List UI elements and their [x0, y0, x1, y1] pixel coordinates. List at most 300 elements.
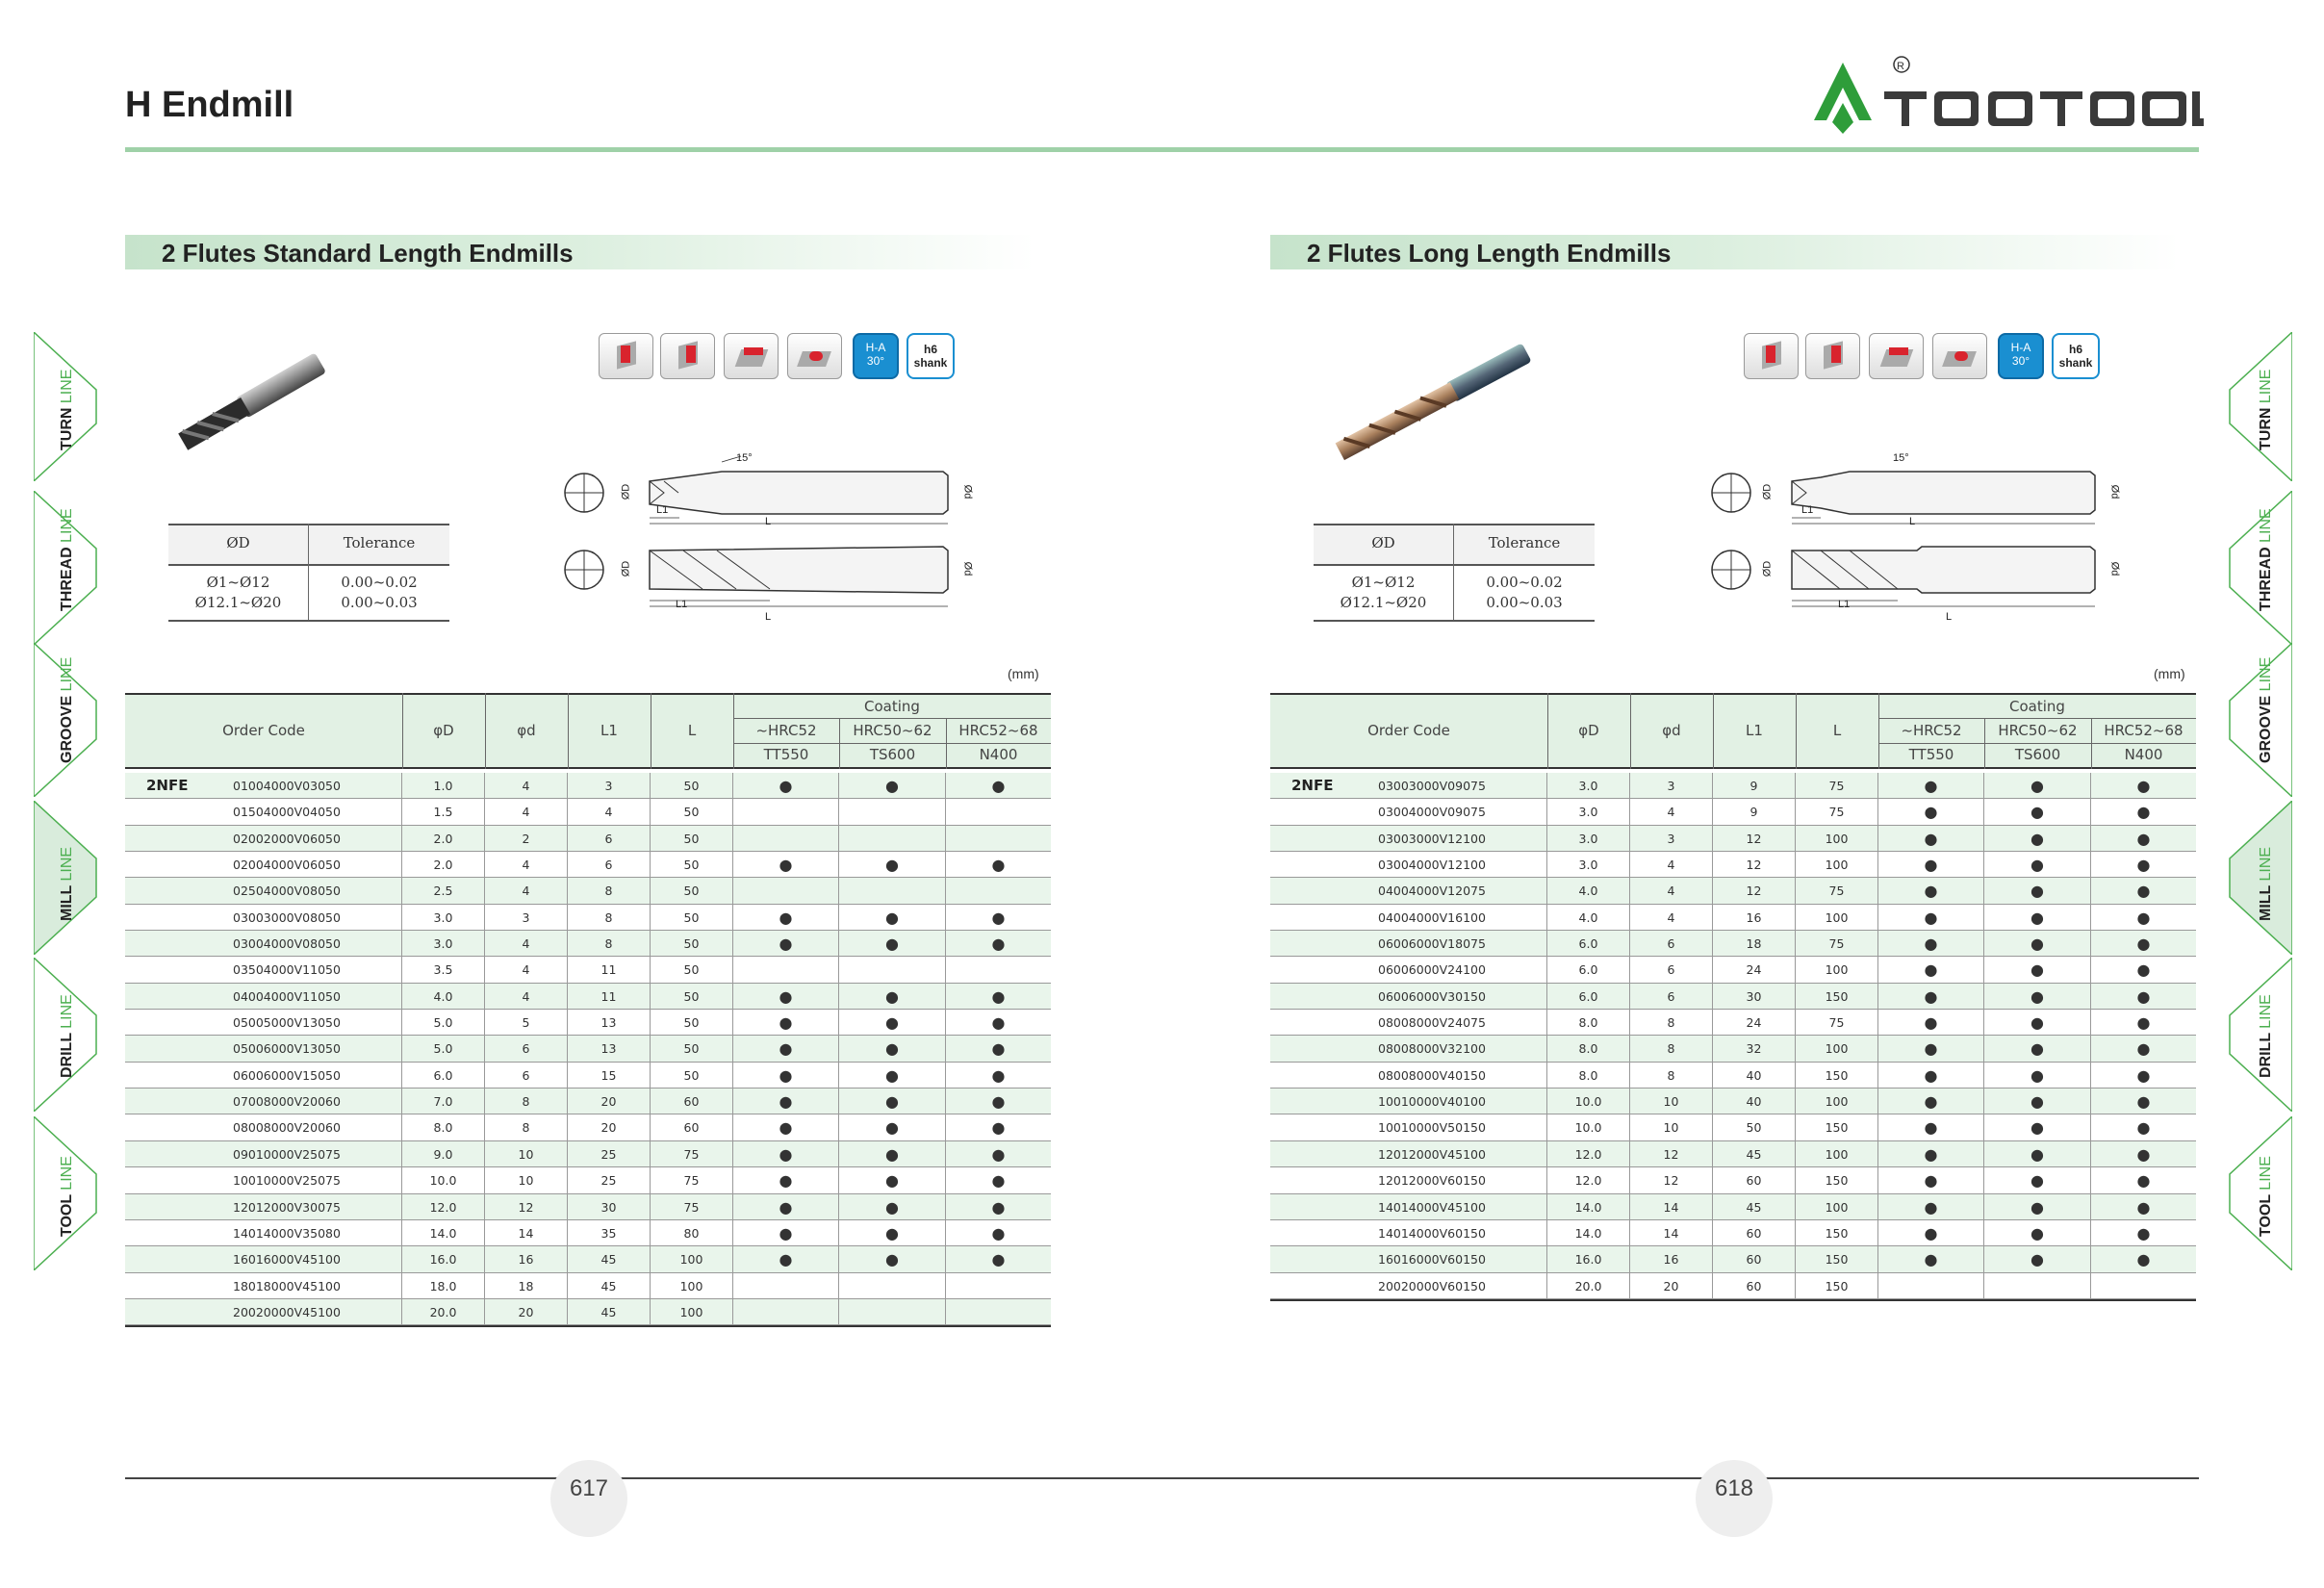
table-cell: ●: [1878, 1194, 1984, 1219]
table-cell: 02504000V08050: [125, 878, 402, 903]
section-bar-right: [1270, 235, 2180, 269]
table-cell: 75: [1796, 773, 1878, 798]
table-cell: 8.0: [1547, 1063, 1630, 1088]
table-row: [1270, 1167, 2196, 1193]
shoulder-milling-icon: [1744, 333, 1799, 379]
table-cell: 6: [1630, 931, 1713, 956]
table-cell: ●: [1984, 826, 2091, 851]
table-cell: 4: [485, 931, 568, 956]
table-cell: 4: [485, 957, 568, 982]
table-cell: 2.0: [402, 852, 485, 877]
table-cell: 75: [651, 1167, 733, 1192]
table-cell: 16: [485, 1246, 568, 1271]
table-cell: 14014000V60150: [1270, 1220, 1547, 1245]
drawing-dD-right: ØD: [1761, 483, 1774, 500]
table-cell: 3: [1630, 773, 1713, 798]
side-tab-turn[interactable]: [34, 332, 111, 481]
tol-cell: Ø12.1~Ø20: [194, 594, 282, 611]
table-cell: 12012000V60150: [1270, 1167, 1547, 1192]
table-cell: 100: [1796, 1141, 1878, 1166]
table-cell: 14.0: [1547, 1220, 1630, 1245]
side-tab-sublabel: LINE: [59, 656, 75, 692]
shank-label: shank: [913, 356, 948, 370]
table-cell: 03004000V08050: [125, 931, 402, 956]
table-cell: 75: [1796, 931, 1878, 956]
header-divider: [485, 693, 486, 769]
table-cell: ●: [733, 1141, 839, 1166]
table-cell: ●: [1984, 1167, 2091, 1192]
table-cell: ●: [1878, 957, 1984, 982]
table-cell: 45: [1713, 1194, 1796, 1219]
table-cell: ●: [2136, 1250, 2151, 1269]
table-cell: 12: [1713, 878, 1796, 903]
table-cell: 12: [1630, 1141, 1713, 1166]
table-cell: ●: [1878, 878, 1984, 903]
table-cell: 01504000V04050: [125, 799, 402, 824]
header-hrc: HRC52~68: [2104, 722, 2184, 739]
table-cell: 50: [651, 931, 733, 956]
table-row: [125, 852, 1051, 878]
tol-cell: 0.00~0.02: [1486, 574, 1563, 591]
table-cell: 100: [651, 1246, 733, 1271]
table-cell: 16016000V60150: [1270, 1246, 1547, 1271]
table-cell: 60: [1713, 1220, 1796, 1245]
side-tab-drill[interactable]: [34, 958, 111, 1112]
table-cell: ●: [991, 1118, 1006, 1138]
drawing-L-right: L: [1909, 516, 1916, 527]
table-cell: 06006000V15050: [125, 1063, 402, 1088]
table-cell: 25: [568, 1167, 651, 1192]
table-cell: 10: [1630, 1089, 1713, 1114]
table-cell: 75: [1796, 1010, 1878, 1035]
side-tab-label: TOOL: [2258, 1190, 2274, 1237]
table-cell: 100: [1796, 1194, 1878, 1219]
table-cell: 30: [1713, 984, 1796, 1009]
side-tab-label: TURN: [59, 402, 75, 450]
table-row: [125, 799, 1051, 825]
endmill-photo-right: [1318, 342, 1540, 467]
side-tab-label: GROOVE: [59, 691, 75, 763]
table-cell: 150: [1796, 1114, 1878, 1140]
header-phid: φd: [517, 722, 536, 739]
table-row: [1270, 1273, 2196, 1299]
header-divider: [568, 693, 569, 769]
side-tab-tool[interactable]: [34, 1116, 111, 1270]
section-bar-left: [125, 235, 1034, 269]
table-cell: ●: [1984, 931, 2091, 956]
header-hrc: ~HRC52: [755, 722, 817, 739]
table-cell: ●: [1878, 1246, 1984, 1271]
table-row: [1270, 1194, 2196, 1220]
table-cell: 20: [568, 1089, 651, 1114]
tol-header-tolerance: Tolerance: [1488, 534, 1561, 551]
table-cell: ●: [839, 1246, 946, 1271]
table-cell: [839, 799, 946, 824]
table-cell: 6: [485, 1036, 568, 1061]
table-cell: 14.0: [402, 1220, 485, 1245]
table-row: [1270, 799, 2196, 825]
header-divider: [1796, 693, 1797, 769]
page-number-left-text: 617: [569, 1475, 609, 1501]
table-cell: 3.0: [402, 931, 485, 956]
header-coating: Coating: [864, 698, 920, 715]
table-cell: 8: [485, 1114, 568, 1140]
drawing-Lb-right: L: [1946, 611, 1953, 623]
table-cell: 12012000V30075: [125, 1194, 402, 1219]
table-cell: ●: [1984, 957, 2091, 982]
table-cell: ●: [1878, 931, 1984, 956]
side-tab-sublabel: LINE: [59, 846, 75, 882]
table-body: [1270, 773, 2196, 1299]
table-cell: 45: [568, 1273, 651, 1298]
table-cell: 04004000V11050: [125, 984, 402, 1009]
helix-angle-icon: [1998, 333, 2044, 379]
table-row: [1270, 957, 2196, 983]
table-row: [1270, 905, 2196, 931]
table-cell: 4: [485, 984, 568, 1009]
table-cell: ●: [1984, 1220, 2091, 1245]
table-cell: ●: [1984, 773, 2091, 798]
table-cell: 03003000V09075: [1270, 773, 1547, 798]
table-cell: 18: [1713, 931, 1796, 956]
table-cell: 6.0: [1547, 984, 1630, 1009]
table-cell: 150: [1796, 984, 1878, 1009]
table-cell: [2091, 1273, 2196, 1298]
table-cell: 50: [651, 1063, 733, 1088]
table-cell: ●: [2136, 882, 2151, 901]
table-cell: ●: [991, 1144, 1006, 1164]
table-cell: 8: [568, 905, 651, 930]
table-cell: [946, 878, 1051, 903]
table-cell: ●: [2136, 777, 2151, 795]
h6-shank-icon: [907, 333, 955, 379]
header-phiD: φD: [433, 722, 454, 739]
table-cell: ●: [733, 931, 839, 956]
table-cell: ●: [1878, 1010, 1984, 1035]
table-cell: 20.0: [1547, 1273, 1630, 1298]
table-cell: 4: [485, 773, 568, 798]
table-row: [125, 773, 1051, 799]
header-divider: [402, 693, 403, 769]
side-tab-sublabel: LINE: [59, 1156, 75, 1191]
table-cell: 03003000V08050: [125, 905, 402, 930]
technical-drawing-left: [558, 443, 982, 635]
table-cell: ●: [991, 1039, 1006, 1059]
side-tab-mill[interactable]: [34, 801, 111, 955]
side-tab-groove[interactable]: [34, 643, 111, 797]
table-cell: 7.0: [402, 1089, 485, 1114]
table-cell: ●: [1878, 1114, 1984, 1140]
header-L: L: [1832, 722, 1842, 739]
table-cell: 8.0: [1547, 1010, 1630, 1035]
table-cell: 100: [1796, 905, 1878, 930]
table-cell: [946, 1299, 1051, 1324]
table-row: [125, 1220, 1051, 1246]
table-cell: 4: [1630, 852, 1713, 877]
drawing-L1-right: L1: [1801, 504, 1814, 516]
tol-cell: Ø1~Ø12: [206, 574, 270, 591]
side-tab-sublabel: LINE: [2258, 994, 2274, 1029]
table-cell: 5.0: [402, 1010, 485, 1035]
table-cell: 100: [1796, 957, 1878, 982]
table-cell: ●: [1984, 878, 2091, 903]
table-cell: 14: [485, 1220, 568, 1245]
table-cell: 1.5: [402, 799, 485, 824]
table-cell: 05005000V13050: [125, 1010, 402, 1035]
table-cell: ●: [839, 1167, 946, 1192]
table-cell: 1.0: [402, 773, 485, 798]
table-cell: 9: [1713, 799, 1796, 824]
drawing-dD2-left: ØD: [620, 560, 632, 577]
face-milling-icon: [1869, 333, 1924, 379]
helix-angle-label: H-A: [865, 341, 886, 354]
table-cell: 45: [1713, 1141, 1796, 1166]
table-cell: ●: [733, 1010, 839, 1035]
face-milling-icon: [724, 333, 779, 379]
shoulder-milling-icon: [599, 333, 653, 379]
table-cell: [946, 1273, 1051, 1298]
table-cell: 24: [1713, 957, 1796, 982]
table-cell: ●: [2136, 1223, 2151, 1242]
table-cell: 6: [568, 852, 651, 877]
table-cell: [946, 799, 1051, 824]
table-cell: [733, 878, 839, 903]
table-cell: ●: [2136, 960, 2151, 980]
table-cell: 8: [568, 931, 651, 956]
table-cell: 100: [651, 1299, 733, 1324]
tol-cell: 0.00~0.02: [341, 574, 418, 591]
table-cell: ●: [991, 1013, 1006, 1033]
table-cell: 13: [568, 1010, 651, 1035]
table-cell: 60: [651, 1089, 733, 1114]
table-cell: [733, 799, 839, 824]
table-row: [1270, 1114, 2196, 1140]
table-cell: ●: [1878, 905, 1984, 930]
table-cell: 10010000V25075: [125, 1167, 402, 1192]
table-cell: 150: [1796, 1167, 1878, 1192]
table-cell: 8: [568, 878, 651, 903]
table-cell: 50: [1713, 1114, 1796, 1140]
table-cell: 3.0: [402, 905, 485, 930]
table-cell: [733, 1273, 839, 1298]
table-cell: ●: [733, 1089, 839, 1114]
table-cell: 4.0: [1547, 878, 1630, 903]
tol-cell: 0.00~0.03: [341, 594, 418, 611]
table-cell: ●: [733, 773, 839, 798]
table-cell: 20020000V45100: [125, 1299, 402, 1324]
table-cell: 3.0: [1547, 852, 1630, 877]
table-row: [1270, 984, 2196, 1010]
table-cell: 20.0: [402, 1299, 485, 1324]
side-tab-groove[interactable]: [2225, 643, 2302, 797]
technical-drawing-right: [1705, 443, 2129, 635]
table-cell: 40: [1713, 1063, 1796, 1088]
table-cell: ●: [2136, 1039, 2151, 1059]
tol-header-dD: ØD: [1371, 534, 1395, 551]
table-cell: 75: [1796, 799, 1878, 824]
table-cell: [839, 1299, 946, 1324]
table-cell: 12.0: [1547, 1141, 1630, 1166]
endmill-photo-left: [159, 342, 342, 467]
table-cell: ●: [839, 905, 946, 930]
table-cell: 3: [568, 773, 651, 798]
table-cell: 04004000V16100: [1270, 905, 1547, 930]
tolerance-table-right: [1314, 524, 1595, 622]
table-cell: 50: [651, 826, 733, 851]
side-tab-drill[interactable]: [2225, 958, 2302, 1112]
table-cell: ●: [1984, 1246, 2091, 1271]
table-row: [1270, 1141, 2196, 1167]
table-cell: ●: [1984, 1063, 2091, 1088]
table-cell: ●: [1878, 1036, 1984, 1061]
table-cell: 150: [1796, 1246, 1878, 1271]
footer-divider: [125, 1477, 2199, 1479]
h6-label: h6: [923, 343, 937, 356]
drawing-angle-left: 15°: [736, 452, 753, 464]
table-cell: 15: [568, 1063, 651, 1088]
table-row: [125, 1036, 1051, 1062]
table-cell: ●: [1984, 1089, 2091, 1114]
table-cell: 4: [485, 878, 568, 903]
table-cell: ●: [733, 1194, 839, 1219]
order-prefix: 2NFE: [1291, 777, 1334, 794]
table-cell: ●: [1878, 1089, 1984, 1114]
table-cell: ●: [1878, 1141, 1984, 1166]
table-cell: 3: [485, 905, 568, 930]
table-cell: [839, 878, 946, 903]
table-cell: 10: [485, 1167, 568, 1192]
table-cell: 20: [1630, 1273, 1713, 1298]
table-cell: ●: [1984, 852, 2091, 877]
table-cell: ●: [991, 1092, 1006, 1112]
table-cell: 12.0: [1547, 1167, 1630, 1192]
header-divider: [1630, 693, 1631, 769]
table-cell: 05006000V13050: [125, 1036, 402, 1061]
table-cell: 10.0: [1547, 1089, 1630, 1114]
table-cell: ●: [2136, 829, 2151, 848]
table-cell: 16: [1630, 1246, 1713, 1271]
header-divider: [1878, 693, 1879, 769]
icon-row-right: [1744, 333, 2109, 381]
table-cell: 14014000V35080: [125, 1220, 402, 1245]
table-row: [125, 1246, 1051, 1272]
table-cell: ●: [2136, 1197, 2151, 1217]
table-cell: 2.5: [402, 878, 485, 903]
order-prefix: 2NFE: [146, 777, 189, 794]
side-tab-label: TOOL: [59, 1190, 75, 1237]
helix-angle-value: 30°: [866, 354, 885, 368]
table-cell: ●: [733, 1114, 839, 1140]
header-phiD: φD: [1578, 722, 1599, 739]
side-tab-sublabel: LINE: [59, 508, 75, 543]
table-cell: 50: [651, 1036, 733, 1061]
icon-row-left: [599, 333, 964, 381]
table-cell: 9: [1713, 773, 1796, 798]
table-cell: 06006000V24100: [1270, 957, 1547, 982]
table-row: [1270, 1220, 2196, 1246]
table-cell: 50: [651, 984, 733, 1009]
header-divider: [733, 693, 734, 769]
table-cell: 20: [485, 1299, 568, 1324]
table-cell: 50: [651, 1010, 733, 1035]
table-row: [1270, 826, 2196, 852]
side-tab-tool[interactable]: [2225, 1116, 2302, 1270]
table-cell: 60: [1713, 1246, 1796, 1271]
page-number-left: [550, 1460, 627, 1537]
side-tab-turn[interactable]: [2225, 332, 2302, 481]
drawing-L1-left: L1: [656, 504, 669, 516]
table-row: [125, 957, 1051, 983]
table-cell: 8: [485, 1089, 568, 1114]
table-cell: 10.0: [1547, 1114, 1630, 1140]
h6-shank-icon: [2052, 333, 2100, 379]
table-cell: [733, 957, 839, 982]
table-cell: 6: [568, 826, 651, 851]
side-tab-thread[interactable]: [2225, 491, 2302, 645]
table-row: [125, 1010, 1051, 1036]
side-tab-thread[interactable]: [34, 491, 111, 645]
table-cell: 150: [1796, 1220, 1878, 1245]
table-cell: 12: [1713, 826, 1796, 851]
table-cell: 75: [651, 1141, 733, 1166]
table-cell: 45: [568, 1299, 651, 1324]
table-cell: 2.0: [402, 826, 485, 851]
table-row: [1270, 1089, 2196, 1114]
table-cell: 3.0: [1547, 773, 1630, 798]
table-cell: 16.0: [1547, 1246, 1630, 1271]
table-cell: 50: [651, 957, 733, 982]
table-cell: ●: [2136, 935, 2151, 954]
table-cell: ●: [1878, 852, 1984, 877]
header-divider: [1713, 693, 1714, 769]
side-tab-mill[interactable]: [2225, 801, 2302, 955]
table-cell: ●: [733, 905, 839, 930]
table-cell: 150: [1796, 1273, 1878, 1298]
table-row: [125, 1194, 1051, 1220]
table-cell: 09010000V25075: [125, 1141, 402, 1166]
header-coating: Coating: [2009, 698, 2065, 715]
table-cell: ●: [839, 1194, 946, 1219]
table-cell: ●: [839, 1010, 946, 1035]
table-cell: 6.0: [1547, 957, 1630, 982]
header-divider: [1547, 693, 1548, 769]
table-cell: 16016000V45100: [125, 1246, 402, 1271]
table-cell: 100: [1796, 826, 1878, 851]
table-cell: 30: [568, 1194, 651, 1219]
table-cell: ●: [1878, 1167, 1984, 1192]
tol-header-dD: ØD: [226, 534, 250, 551]
table-cell: ●: [991, 1065, 1006, 1085]
side-tab-sublabel: LINE: [2258, 369, 2274, 403]
table-row: [1270, 1010, 2196, 1036]
drawing-dd2-right: Ød: [2108, 561, 2121, 576]
table-cell: 16.0: [402, 1246, 485, 1271]
table-cell: ●: [1984, 905, 2091, 930]
tootool-logo-icon: [1809, 53, 2204, 140]
table-cell: ●: [839, 1063, 946, 1088]
table-cell: 50: [651, 878, 733, 903]
table-cell: 14: [1630, 1220, 1713, 1245]
table-cell: 14014000V45100: [1270, 1194, 1547, 1219]
drawing-dd2-left: Ød: [961, 561, 974, 576]
shank-label: shank: [2058, 356, 2093, 370]
side-tab-sublabel: LINE: [59, 994, 75, 1029]
header-L1: L1: [600, 722, 618, 739]
table-cell: 18.0: [402, 1273, 485, 1298]
helix-angle-label: H-A: [2010, 341, 2031, 354]
table-cell: ●: [991, 1223, 1006, 1242]
table-row: [125, 1141, 1051, 1167]
